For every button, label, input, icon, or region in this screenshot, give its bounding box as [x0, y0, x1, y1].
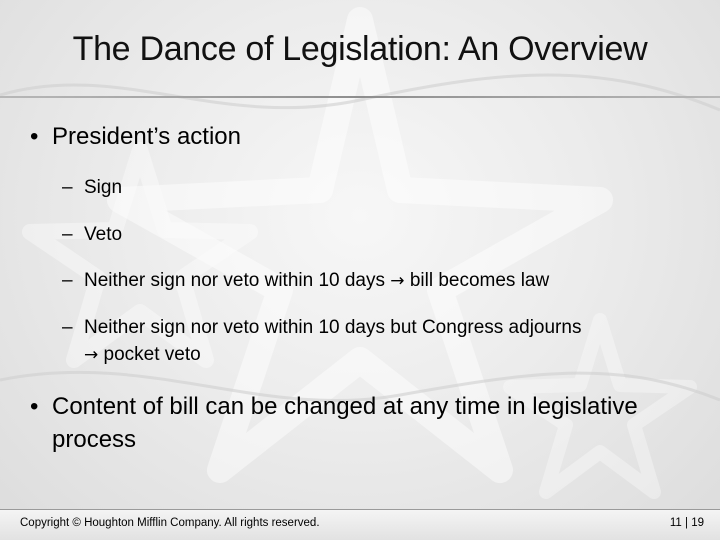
dash-marker: – [62, 270, 73, 291]
bullet-text: President’s action [52, 123, 241, 150]
copyright-notice: Copyright © Houghton Mifflin Company. All rights reserved. [20, 517, 320, 529]
subitem-congress-adjourns [62, 314, 682, 369]
bullet-content-of-bill [30, 390, 670, 456]
subitem-neither-sign-nor-veto [62, 267, 549, 295]
subitem-text: Neither sign nor veto within 10 days but Congress adjourns [84, 317, 582, 338]
dash-marker: – [62, 224, 73, 245]
title-divider [0, 96, 720, 98]
subitem-text: Veto [84, 224, 123, 245]
subitem-text: Neither sign nor veto within 10 days [84, 270, 385, 291]
page-number: 11 | 19 [669, 517, 704, 529]
subitem-result-text: bill becomes law [409, 270, 550, 291]
bullet-marker: • [30, 393, 39, 420]
dash-marker: – [62, 317, 73, 338]
right-arrow-icon: → [84, 345, 99, 365]
subitem-result-text: pocket veto [103, 344, 201, 365]
bullet-presidents-action [30, 120, 241, 153]
subitem-text: Sign [84, 177, 123, 198]
dash-marker: – [62, 177, 73, 198]
subitem-veto [62, 221, 122, 248]
subitem-sign [62, 174, 122, 201]
slide-title: The Dance of Legislation: An Overview [72, 30, 648, 68]
bullet-marker: • [30, 123, 39, 150]
bullet-text: Content of bill can be changed at any time in legislative process [52, 393, 638, 453]
right-arrow-icon: → [390, 271, 405, 291]
